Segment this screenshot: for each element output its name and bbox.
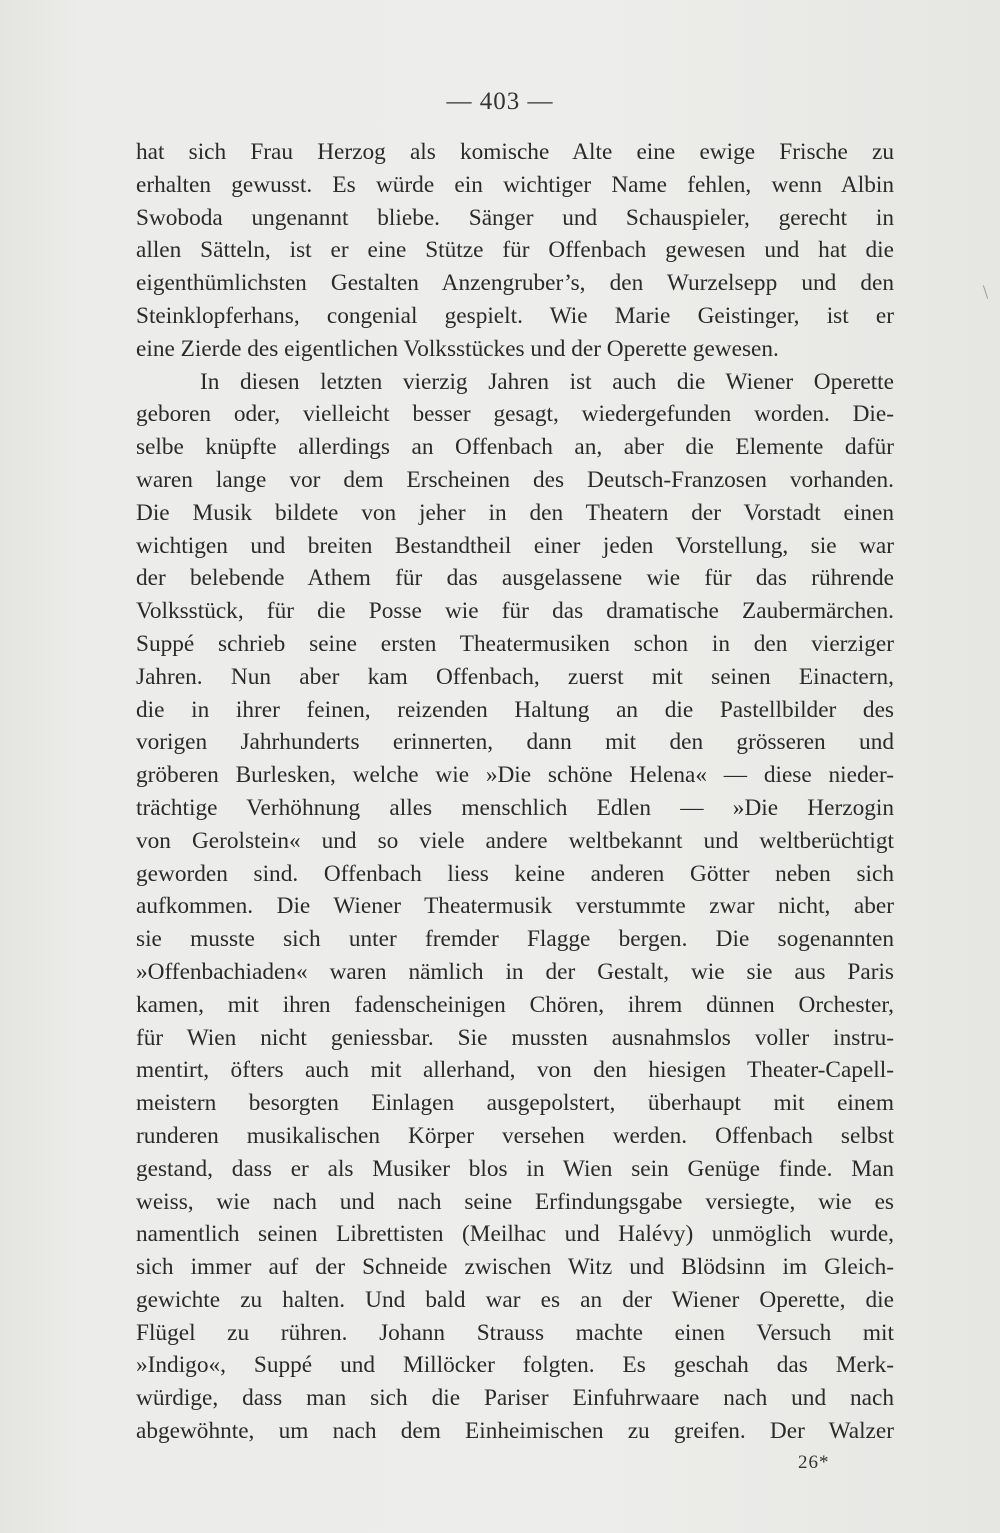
paragraph-start-line: In diesen letzten vierzig Jahren ist auch die Wiener Operette [200,368,894,395]
text-line: selbe knüpfte allerdings an Offenbach an, aber die Elemente dafür [136,434,894,461]
text-line: waren lange vor dem Erscheinen des Deutsch-Franzosen vorhanden. [136,466,894,493]
text-line: die in ihrer feinen, reizenden Haltung an die Pastellbilder des [136,696,894,723]
text-line: würdige, dass man sich die Pariser Einfuhrwaare nach und nach [136,1385,894,1412]
text-line: für Wien nicht geniessbar. Sie mussten ausnahmslos voller instru- [136,1024,894,1051]
text-line: abgewöhnte, um nach dem Einheimischen zu greifen. Der Walzer [136,1418,894,1445]
text-line: namentlich seinen Librettisten (Meilhac und Halévy) unmöglich wurde, [136,1221,894,1248]
text-line: »Indigo«, Suppé und Millöcker folgten. Es geschah das Merk- [136,1352,894,1379]
text-line: mentirt, öfters auch mit allerhand, von den hiesigen Theater-Capell- [136,1057,894,1084]
body-text [136,136,894,1448]
text-line: Flügel zu rühren. Johann Strauss machte einen Versuch mit [136,1319,894,1346]
text-line: eine Zierde des eigentlichen Volksstückes und der Operette gewesen. [136,335,779,362]
text-line: gestand, dass er als Musiker blos in Wien sein Genüge finde. Man [136,1155,894,1182]
text-line: weiss, wie nach und nach seine Erfindungsgabe versiegte, wie es [136,1188,894,1215]
text-line: trächtige Verhöhnung alles menschlich Edlen — »Die Herzogin [136,794,894,821]
text-line: Jahren. Nun aber kam Offenbach, zuerst mit seinen Einactern, [136,663,894,690]
text-line: gröberen Burlesken, welche wie »Die schöne Helena« — diese nieder- [136,762,894,789]
text-line: geworden sind. Offenbach liess keine anderen Götter neben sich [136,860,894,887]
text-line: kamen, mit ihren fadenscheinigen Chören, ihrem dünnen Orchester, [136,991,894,1018]
text-line: »Offenbachiaden« waren nämlich in der Gestalt, wie sie aus Paris [136,958,894,985]
text-line: geboren oder, vielleicht besser gesagt, wiedergefunden worden. Die- [136,401,894,428]
text-line: runderen musikalischen Körper versehen werden. Offenbach selbst [136,1122,894,1149]
page-number: — 403 — [446,88,554,115]
text-line: der belebende Athem für das ausgelassene wie für das rührende [136,565,894,592]
margin-mark [983,285,988,299]
text-line: eigenthümlichsten Gestalten Anzengruber’s, den Wurzelsepp und den [136,270,894,297]
text-line: hat sich Frau Herzog als komische Alte eine ewige Frische zu [136,139,894,165]
text-line: Die Musik bildete von jeher in den Theatern der Vorstadt einen [136,499,894,526]
text-line: Swoboda ungenannt bliebe. Sänger und Schauspieler, gerecht in [136,204,894,231]
text-line: gewichte zu halten. Und bald war es an der Wiener Operette, die [136,1286,894,1313]
text-line: von Gerolstein« und so viele andere weltbekannt und weltberüchtigt [136,827,894,854]
text-line: vorigen Jahrhunderts erinnerten, dann mit den grösseren und [136,729,894,756]
text-line: sich immer auf der Schneide zwischen Witz und Blödsinn im Gleich- [136,1254,894,1281]
text-line: meistern besorgten Einlagen ausgepolstert, überhaupt mit einem [136,1090,894,1117]
text-line: Steinklopferhans, congenial gespielt. Wie Marie Geistinger, ist er [136,302,894,329]
text-line: wichtigen und breiten Bestandtheil einer jeden Vorstellung, sie war [136,532,894,559]
text-line: sie musste sich unter fremder Flagge bergen. Die sogenannten [136,926,894,953]
text-line: aufkommen. Die Wiener Theatermusik verstummte zwar nicht, aber [136,893,894,920]
text-line: allen Sätteln, ist er eine Stütze für Offenbach gewesen und hat die [136,237,894,264]
text-line: Suppé schrieb seine ersten Theatermusiken schon in den vierziger [136,630,894,657]
signature-mark: 26* [798,1452,830,1473]
text-line: erhalten gewusst. Es würde ein wichtiger Name fehlen, wenn Albin [136,171,894,198]
text-line: Volksstück, für die Posse wie für das dramatische Zaubermärchen. [136,598,894,625]
